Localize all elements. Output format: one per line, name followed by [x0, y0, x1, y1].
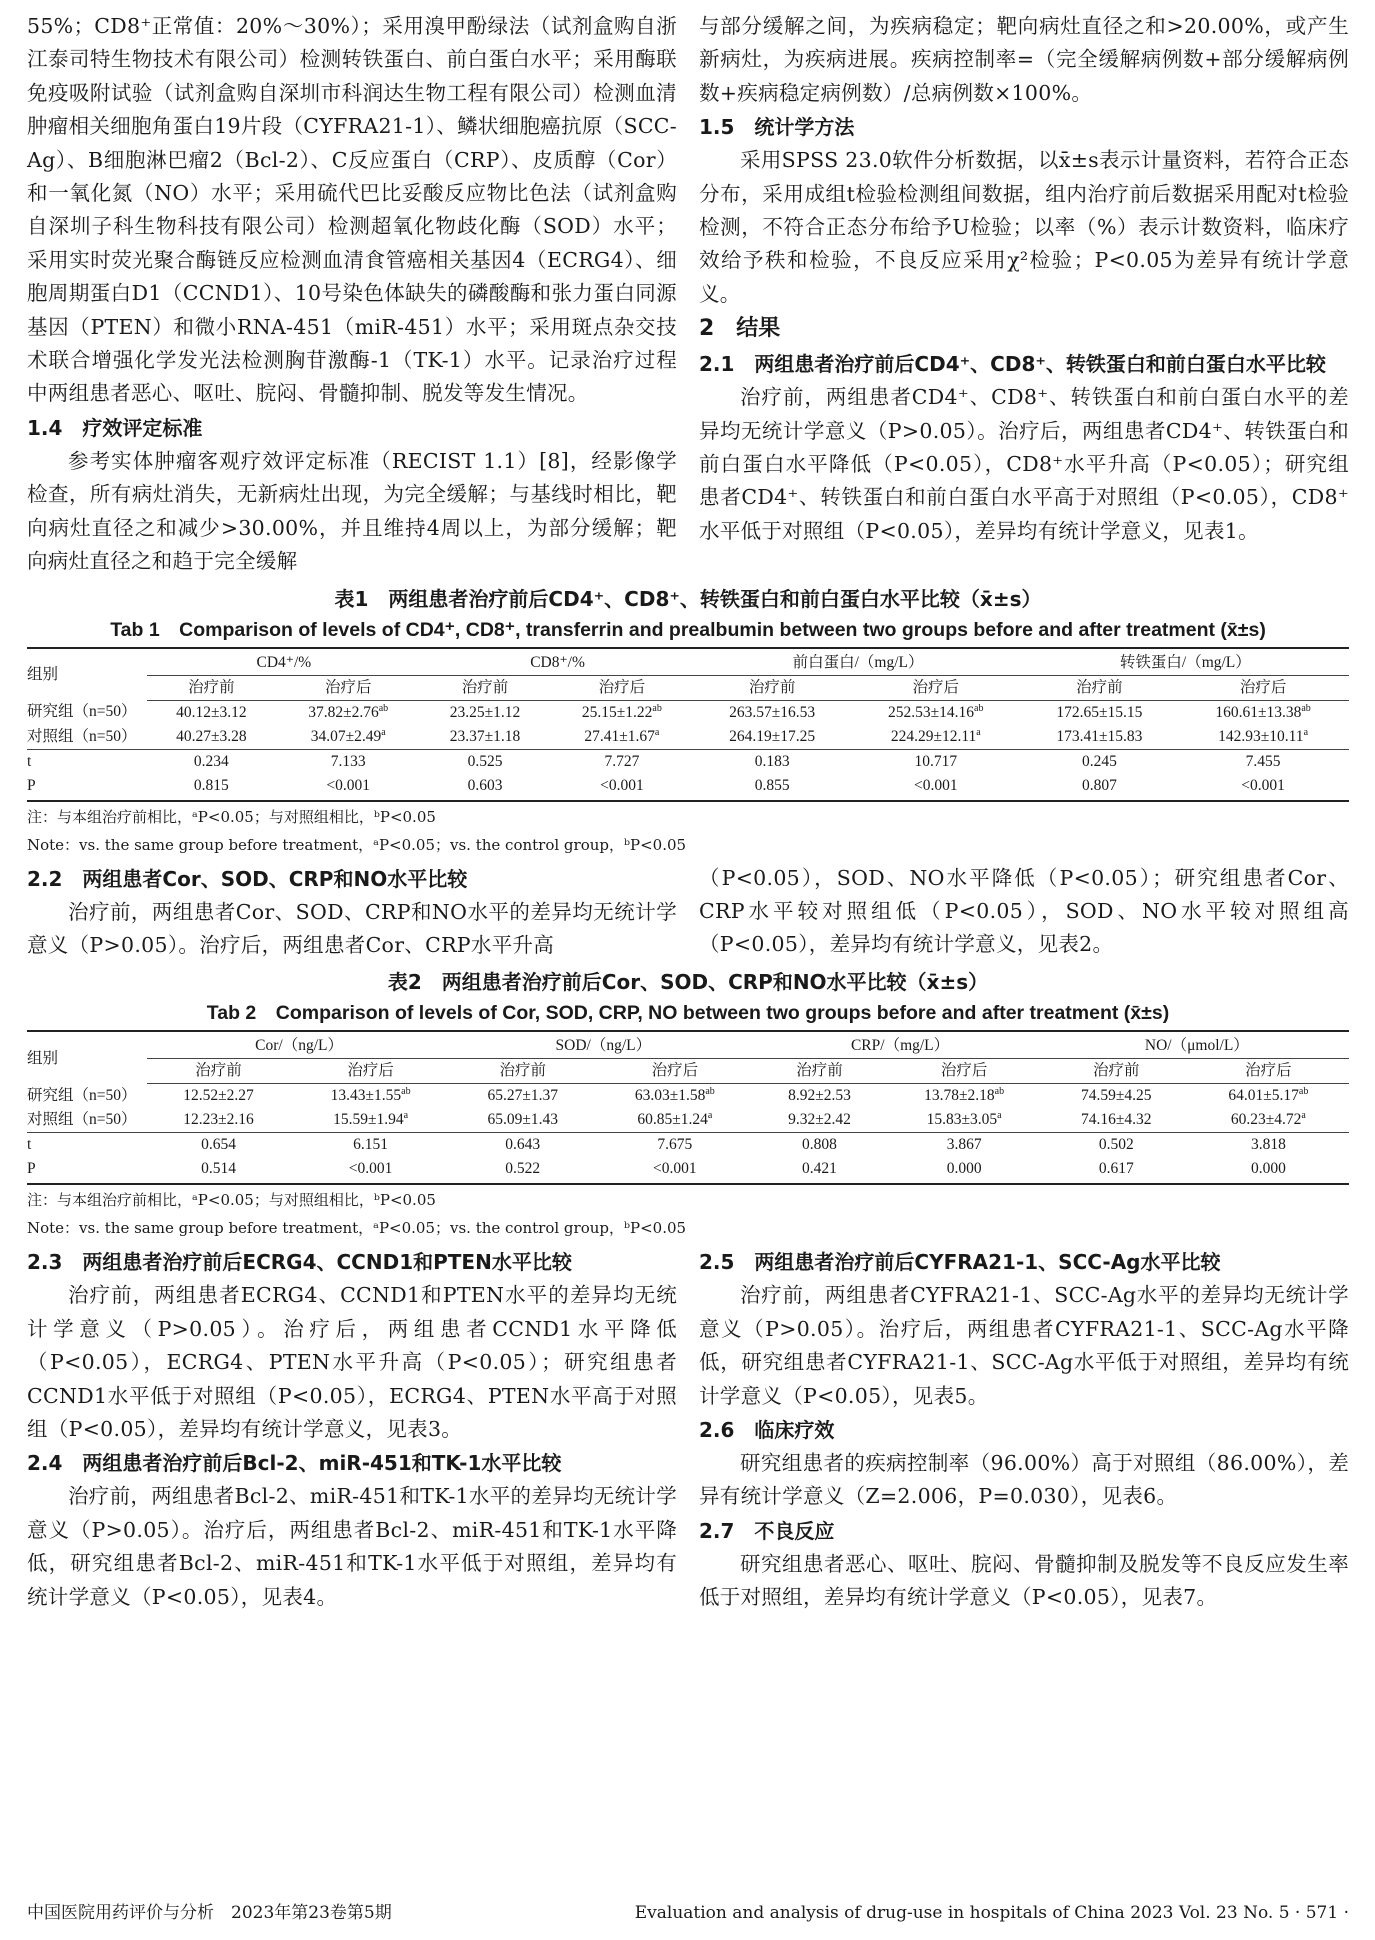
- table-cell: [594, 1108, 755, 1133]
- table-cell: [147, 1084, 290, 1109]
- row-label: P: [27, 1157, 147, 1184]
- cell-value: 0.855: [754, 776, 790, 794]
- page-footer: [27, 1900, 1349, 1926]
- table-subheader-after: 治疗后: [594, 1059, 755, 1084]
- journal-page: [27, 10, 1349, 1615]
- section-2-5-heading: 2.5 两组患者治疗前后CYFRA21-1、SCC-Ag水平比较: [699, 1250, 1221, 1275]
- table-cell: [1022, 700, 1177, 725]
- cell-value: 27.41±1.67: [584, 727, 655, 745]
- table-1-body: [27, 700, 1349, 801]
- row-label: 研究组（n=50）: [27, 1087, 137, 1105]
- cell-value: 142.93±10.11: [1218, 727, 1304, 745]
- section-1-4-heading: 1.4 疗效评定标准: [27, 415, 203, 440]
- table-cell: [451, 1108, 594, 1133]
- table-cell: [147, 725, 276, 750]
- table-cell: [421, 700, 550, 725]
- table-subheader-before: 治疗前: [694, 675, 849, 700]
- table-cell: [594, 1157, 755, 1184]
- cell-value: 0.514: [201, 1160, 236, 1178]
- cell-value: 23.25±1.12: [449, 703, 521, 721]
- cell-value: 15.83±3.05: [926, 1111, 998, 1129]
- significance-marker: ab: [994, 1086, 1005, 1098]
- table-cell: [1045, 1157, 1188, 1184]
- section-2-1-heading: 2.1 两组患者治疗前后CD4⁺、CD8⁺、转铁蛋白和前白蛋白水平比较: [699, 352, 1326, 377]
- table-row: [27, 774, 1349, 801]
- results-2-2-continued: （P<0.05），SOD、NO水平降低（P<0.05）；研究组患者Cor、CRP水平较对照组低（P<0.05），SOD、NO水平较对照组高（P<0.05），差异均有统计学意义，见表2。: [699, 865, 1349, 957]
- significance-marker: ab: [705, 1086, 715, 1098]
- table-2-block: [27, 966, 1349, 1241]
- cell-value: 0.000: [1250, 1160, 1286, 1178]
- table-cell: [549, 774, 694, 801]
- significance-marker: a: [997, 1110, 1002, 1122]
- table-cell: [147, 1157, 290, 1184]
- table-cell: [276, 749, 421, 774]
- cell-value: 0.815: [193, 776, 229, 794]
- section-2-3-heading: 2.3 两组患者治疗前后ECRG4、CCND1和PTEN水平比较: [27, 1250, 572, 1275]
- cell-value: 65.09±1.43: [487, 1111, 558, 1129]
- cell-value: <0.001: [913, 776, 958, 794]
- results-2-5-paragraph: 治疗前，两组患者CYFRA21-1、SCC-Ag水平的差异均无统计学意义（P>0.05）。治疗后，两组患者CYFRA21-1、SCC-Ag水平降低，研究组患者CYFRA21-1、SCC-Ag水平低于对照组，差异均有统计学意义（P<0.05），见表5。: [699, 1283, 1349, 1408]
- table-cell: [147, 1133, 290, 1158]
- significance-marker: a: [976, 726, 981, 738]
- section-2-7-heading: 2.7 不良反应: [699, 1518, 835, 1543]
- cell-value: 0.808: [802, 1136, 837, 1154]
- table-cell: [884, 1084, 1045, 1109]
- table-header-group: 组别: [27, 648, 147, 701]
- bottom-left-column: [27, 1245, 677, 1614]
- table-subheader-before: 治疗前: [755, 1059, 883, 1084]
- table-cell: [694, 700, 849, 725]
- significance-marker: ab: [1298, 1086, 1309, 1098]
- table-row: [27, 1157, 1349, 1184]
- cell-value: 7.455: [1245, 752, 1281, 770]
- cell-value: 15.59±1.94: [333, 1111, 404, 1129]
- table-cell: [850, 725, 1022, 750]
- mid-right-column: [699, 862, 1349, 963]
- cell-value: 0.245: [1081, 752, 1117, 770]
- cell-value: 0.525: [467, 752, 503, 770]
- table-2-caption-cn: 表2 两组患者治疗前后Cor、SOD、CRP和NO水平比较（x̄±s）: [387, 970, 989, 995]
- cell-value: 74.59±4.25: [1080, 1087, 1152, 1105]
- mid-section: [27, 862, 1349, 963]
- table-1: [27, 647, 1349, 802]
- table-cell: [147, 774, 276, 801]
- significance-marker: a: [707, 1110, 713, 1122]
- table-cell: [1177, 725, 1349, 750]
- table-subheader-after: 治疗后: [549, 675, 694, 700]
- cell-value: 9.32±2.42: [788, 1111, 851, 1129]
- table-cell: [1188, 1157, 1349, 1184]
- table-2: [27, 1030, 1349, 1185]
- cell-value: 7.133: [330, 752, 366, 770]
- section-2-2-heading: 2.2 两组患者Cor、SOD、CRP和NO水平比较: [27, 866, 468, 891]
- table-row: [27, 1108, 1349, 1133]
- table-2-body: [27, 1084, 1349, 1185]
- table-row: [27, 1133, 1349, 1158]
- table-cell: [850, 700, 1022, 725]
- table-cell: [290, 1157, 451, 1184]
- table-cell: [421, 725, 550, 750]
- cell-value: 63.03±1.58: [634, 1087, 706, 1105]
- table-cell: [1045, 1108, 1188, 1133]
- table-cell: [1022, 774, 1177, 801]
- table-header-prealbumin: 前白蛋白/（mg/L）: [694, 648, 1021, 676]
- cell-value: 7.727: [604, 752, 640, 770]
- cell-value: 0.643: [505, 1136, 541, 1154]
- table-cell: [421, 774, 550, 801]
- cell-value: 13.43±1.55: [330, 1087, 402, 1105]
- footer-journal-cn: 中国医院用药评价与分析 2023年第23卷第5期: [27, 1903, 392, 1923]
- table-cell: [1022, 725, 1177, 750]
- table-cell: [1177, 700, 1349, 725]
- cell-value: 0.234: [193, 752, 229, 770]
- cell-value: 3.818: [1250, 1136, 1286, 1154]
- table-2-note-cn: 注：与本组治疗前相比，ᵃP<0.05；与对照组相比，ᵇP<0.05: [27, 1191, 436, 1210]
- results-2-1-paragraph: 治疗前，两组患者CD4⁺、CD8⁺、转铁蛋白和前白蛋白水平的差异均无统计学意义（P>0.05）。治疗后，两组患者CD4⁺、转铁蛋白和前白蛋白水平降低（P<0.05），CD8⁺水平升高（P<0.05）；研究组患者CD4⁺、转铁蛋白和前白蛋白水平高于对照组（P<0.05），CD8⁺水平低于对照组（P<0.05），差异均有统计学意义，见表1。: [699, 385, 1349, 543]
- mid-left-column: [27, 862, 677, 963]
- significance-marker: ab: [401, 1086, 411, 1098]
- cell-value: 37.82±2.76: [308, 703, 379, 721]
- table-row: [27, 1084, 1349, 1109]
- cell-value: 8.92±2.53: [788, 1087, 851, 1105]
- cell-value: 23.37±1.18: [449, 727, 521, 745]
- table-subheader-before: 治疗前: [1022, 675, 1177, 700]
- table-subheader-before: 治疗前: [1045, 1059, 1188, 1084]
- table-cell: [694, 749, 849, 774]
- results-2-4-paragraph: 治疗前，两组患者Bcl-2、miR-451和TK-1水平的差异均无统计学意义（P>0.05）。治疗后，两组患者Bcl-2、miR-451和TK-1水平降低，研究组患者Bcl-2、miR-451和TK-1水平低于对照组，差异均有统计学意义（P<0.05），见表4。: [27, 1484, 677, 1609]
- cell-value: <0.001: [600, 776, 644, 794]
- results-2-2-paragraph: 治疗前，两组患者Cor、SOD、CRP和NO水平的差异均无统计学意义（P>0.05）。治疗后，两组患者Cor、CRP水平升高: [27, 899, 677, 957]
- cell-value: 40.12±3.12: [176, 703, 247, 721]
- cell-value: 10.717: [914, 752, 958, 770]
- table-cell: [276, 725, 421, 750]
- table-cell: [451, 1157, 594, 1184]
- table-cell: [451, 1084, 594, 1109]
- row-label: 研究组（n=50）: [27, 703, 137, 721]
- significance-marker: ab: [652, 702, 662, 714]
- significance-marker: a: [381, 726, 386, 738]
- table-cell: [884, 1157, 1045, 1184]
- cell-value: 0.000: [946, 1160, 982, 1178]
- table-cell: [850, 774, 1022, 801]
- cell-value: 264.19±17.25: [729, 727, 816, 745]
- table-cell: [755, 1108, 883, 1133]
- table-cell: [147, 1108, 290, 1133]
- table-subheader-after: 治疗后: [1188, 1059, 1349, 1084]
- table-subheader-after: 治疗后: [850, 675, 1022, 700]
- table-header-cd4: CD4⁺/%: [147, 648, 421, 676]
- significance-marker: a: [654, 726, 660, 738]
- table-1-caption-cn: 表1 两组患者治疗前后CD4⁺、CD8⁺、转铁蛋白和前白蛋白水平比较（x̄±s）: [334, 586, 1042, 611]
- table-subheader-before: 治疗前: [451, 1059, 594, 1084]
- section-1-5-heading: 1.5 统计学方法: [699, 115, 855, 140]
- section-2-6-heading: 2.6 临床疗效: [699, 1417, 835, 1442]
- cell-value: 160.61±13.38: [1215, 703, 1302, 721]
- table-2-note-en: Note：vs. the same group before treatment，ᵃP<0.05；vs. the control group，ᵇP<0.05: [27, 1219, 687, 1238]
- footer-journal-en: Evaluation and analysis of drug-use in hospitals of China 2023 Vol. 23 No. 5 · 571 ·: [634, 1903, 1349, 1923]
- cell-value: 0.522: [505, 1160, 541, 1178]
- row-label: t: [27, 1133, 147, 1158]
- table-subheader-after: 治疗后: [1177, 675, 1349, 700]
- table-cell: [549, 700, 694, 725]
- efficacy-criteria-continued: 与部分缓解之间，为疾病稳定；靶向病灶直径之和>20.00%，或产生新病灶，为疾病进展。疾病控制率=（完全缓解病例数+部分缓解病例数+疾病稳定病例数）/总病例数×100%。: [699, 14, 1349, 105]
- table-header-cd8: CD8⁺/%: [421, 648, 695, 676]
- table-header-no: NO/（μmol/L）: [1045, 1031, 1349, 1059]
- cell-value: 252.53±14.16: [888, 703, 975, 721]
- table-cell: [755, 1084, 883, 1109]
- cell-value: 40.27±3.28: [176, 727, 247, 745]
- cell-value: 12.23±2.16: [183, 1111, 254, 1129]
- table-subheader-after: 治疗后: [276, 675, 421, 700]
- cell-value: <0.001: [348, 1160, 393, 1178]
- cell-value: 263.57±16.53: [729, 703, 816, 721]
- table-cell: [290, 1133, 451, 1158]
- table-row: [27, 725, 1349, 750]
- table-cell: [1177, 774, 1349, 801]
- cell-value: 0.617: [1098, 1160, 1134, 1178]
- cell-value: 12.52±2.27: [183, 1087, 254, 1105]
- significance-marker: a: [1301, 1110, 1306, 1122]
- table-cell: [694, 774, 849, 801]
- table-cell: [147, 700, 276, 725]
- table-1-caption-en: Tab 1 Comparison of levels of CD4⁺, CD8⁺, transferrin and prealbumin between two groups before and after treatment (x̄±s): [110, 618, 1266, 641]
- table-header-cor: Cor/（ng/L）: [147, 1031, 451, 1059]
- cell-value: 64.01±5.17: [1228, 1087, 1299, 1105]
- results-2-6-paragraph: 研究组患者的疾病控制率（96.00%）高于对照组（86.00%），差异有统计学意义（Z=2.006，P=0.030），见表6。: [699, 1450, 1349, 1509]
- table-1-note-cn: 注：与本组治疗前相比，ᵃP<0.05；与对照组相比，ᵇP<0.05: [27, 807, 436, 826]
- table-cell: [755, 1133, 883, 1158]
- significance-marker: ab: [378, 702, 389, 714]
- section-2-heading: 2 结果: [699, 316, 781, 342]
- cell-value: 0.421: [802, 1160, 837, 1178]
- cell-value: 65.27±1.37: [487, 1087, 558, 1105]
- table-row: [27, 700, 1349, 725]
- table-2-caption-en: Tab 2 Comparison of levels of Cor, SOD, CRP, NO between two groups before and after treatment (x̄±s): [206, 1002, 1170, 1025]
- cell-value: <0.001: [653, 1160, 697, 1178]
- cell-value: 60.23±4.72: [1230, 1111, 1302, 1129]
- cell-value: <0.001: [1241, 776, 1285, 794]
- table-header-sod: SOD/（ng/L）: [451, 1031, 755, 1059]
- methods-detection-paragraph: 55%；CD8⁺正常值：20%～30%）；采用溴甲酚绿法（试剂盒购自浙江泰司特生物技术有限公司）检测转铁蛋白、前白蛋白水平；采用酶联免疫吸附试验（试剂盒购自深圳市科润达生物工程有限公司）检测血清肿瘤相关细胞角蛋白19片段（CYFRA21-1）、鳞状细胞癌抗原（SCC-Ag）、B细胞淋巴瘤2（Bcl-2）、C反应蛋白（CRP）、皮质醇（Cor）和一氧化氮（NO）水平；采用硫代巴比妥酸反应物比色法（试剂盒购自深圳子科生物科技有限公司）检测超氧化物歧化酶（SOD）水平；采用实时荧光聚合酶链反应检测血清食管癌相关基因4（ECRG4）、细胞周期蛋白D1（CCND1）、10号染色体缺失的磷酸酶和张力蛋白同源基因（PTEN）和微小RNA-451（miR-451）水平；采用斑点杂交技术联合增强化学发光法检测胸苷激酶-1（TK-1）水平。记录治疗过程中两组患者恶心、呕吐、脘闷、骨髓抑制、脱发等发生情况。: [27, 14, 678, 406]
- table-cell: [290, 1108, 451, 1133]
- bottom-section: [27, 1245, 1349, 1614]
- significance-marker: a: [403, 1110, 409, 1122]
- table-cell: [1045, 1084, 1188, 1109]
- significance-marker: a: [1303, 726, 1309, 738]
- table-cell: [147, 749, 276, 774]
- table-cell: [276, 774, 421, 801]
- row-label: 对照组（n=50）: [27, 1111, 137, 1129]
- table-header-group: 组别: [27, 1031, 147, 1084]
- cell-value: 74.16±4.32: [1080, 1111, 1152, 1129]
- cell-value: 0.183: [754, 752, 790, 770]
- bottom-right-column: [699, 1245, 1349, 1614]
- cell-value: 13.78±2.18: [924, 1087, 995, 1105]
- table-cell: [594, 1133, 755, 1158]
- table-header-transferrin: 转铁蛋白/（mg/L）: [1022, 648, 1349, 676]
- table-cell: [1022, 749, 1177, 774]
- table-cell: [290, 1084, 451, 1109]
- top-left-column: [27, 10, 677, 579]
- cell-value: 0.654: [201, 1136, 236, 1154]
- table-cell: [1177, 749, 1349, 774]
- results-2-7-paragraph: 研究组患者恶心、呕吐、脘闷、骨髓抑制及脱发等不良反应发生率低于对照组，差异均有统计学意义（P<0.05），见表7。: [699, 1551, 1349, 1610]
- table-cell: [451, 1133, 594, 1158]
- cell-value: 60.85±1.24: [637, 1111, 708, 1129]
- table-cell: [549, 725, 694, 750]
- statistics-paragraph: 采用SPSS 23.0软件分析数据，以x̄±s表示计量资料，若符合正态分布，采用成组t检验检测组间数据，组内治疗前后数据采用配对t检验检测，不符合正态分布给予U检验；以率（%）表示计数资料，临床疗效给予秩和检验，不良反应采用χ²检验；P<0.05为差异有统计学意义。: [699, 148, 1349, 306]
- table-cell: [549, 749, 694, 774]
- table-1-note-en: Note：vs. the same group before treatment，ᵃP<0.05；vs. the control group，ᵇP<0.05: [27, 835, 687, 854]
- significance-marker: ab: [1301, 702, 1311, 714]
- row-label: 对照组（n=50）: [27, 727, 137, 745]
- cell-value: <0.001: [326, 776, 370, 794]
- table-cell: [1045, 1133, 1188, 1158]
- table-subheader-before: 治疗前: [147, 1059, 290, 1084]
- table-subheader-after: 治疗后: [290, 1059, 451, 1084]
- cell-value: 224.29±12.11: [890, 727, 977, 745]
- table-subheader-before: 治疗前: [147, 675, 276, 700]
- table-subheader-after: 治疗后: [884, 1059, 1045, 1084]
- top-right-column: [699, 10, 1349, 579]
- table-cell: [276, 700, 421, 725]
- cell-value: 6.151: [353, 1136, 389, 1154]
- results-2-3-paragraph: 治疗前，两组患者ECRG4、CCND1和PTEN水平的差异均无统计学意义（P>0.05）。治疗后，两组患者CCND1水平降低（P<0.05），ECRG4、PTEN水平升高（P<0.05）；研究组患者CCND1水平低于对照组（P<0.05），ECRG4、PTEN水平高于对照组（P<0.05），差异均有统计学意义，见表3。: [27, 1283, 677, 1441]
- row-label: P: [27, 774, 147, 801]
- table-subheader-before: 治疗前: [421, 675, 550, 700]
- table-cell: [1188, 1084, 1349, 1109]
- table-cell: [421, 749, 550, 774]
- table-1-block: [27, 583, 1349, 858]
- table-cell: [1188, 1108, 1349, 1133]
- table-header-crp: CRP/（mg/L）: [755, 1031, 1044, 1059]
- cell-value: 172.65±15.15: [1056, 703, 1143, 721]
- cell-value: 7.675: [657, 1136, 693, 1154]
- table-cell: [884, 1133, 1045, 1158]
- cell-value: 34.07±2.49: [310, 727, 382, 745]
- table-cell: [755, 1157, 883, 1184]
- efficacy-criteria-paragraph: 参考实体肿瘤客观疗效评定标准（RECIST 1.1）[8]，经影像学检查，所有病灶消失，无新病灶出现，为完全缓解；与基线时相比，靶向病灶直径之和减少>30.00%，并且维持4周以上，为部分缓解；靶向病灶直径之和趋于完全缓解: [27, 448, 677, 574]
- cell-value: 3.867: [946, 1136, 982, 1154]
- cell-value: 0.603: [467, 776, 503, 794]
- table-cell: [850, 749, 1022, 774]
- table-cell: [594, 1084, 755, 1109]
- section-2-4-heading: 2.4 两组患者治疗前后Bcl-2、miR-451和TK-1水平比较: [27, 1451, 562, 1476]
- row-label: t: [27, 749, 147, 774]
- cell-value: 173.41±15.83: [1056, 727, 1143, 745]
- table-row: [27, 749, 1349, 774]
- table-cell: [694, 725, 849, 750]
- cell-value: 25.15±1.22: [581, 703, 653, 721]
- top-section: [27, 10, 1349, 579]
- cell-value: 0.807: [1081, 776, 1117, 794]
- cell-value: 0.502: [1098, 1136, 1134, 1154]
- significance-marker: ab: [974, 702, 984, 714]
- table-cell: [1188, 1133, 1349, 1158]
- table-cell: [884, 1108, 1045, 1133]
